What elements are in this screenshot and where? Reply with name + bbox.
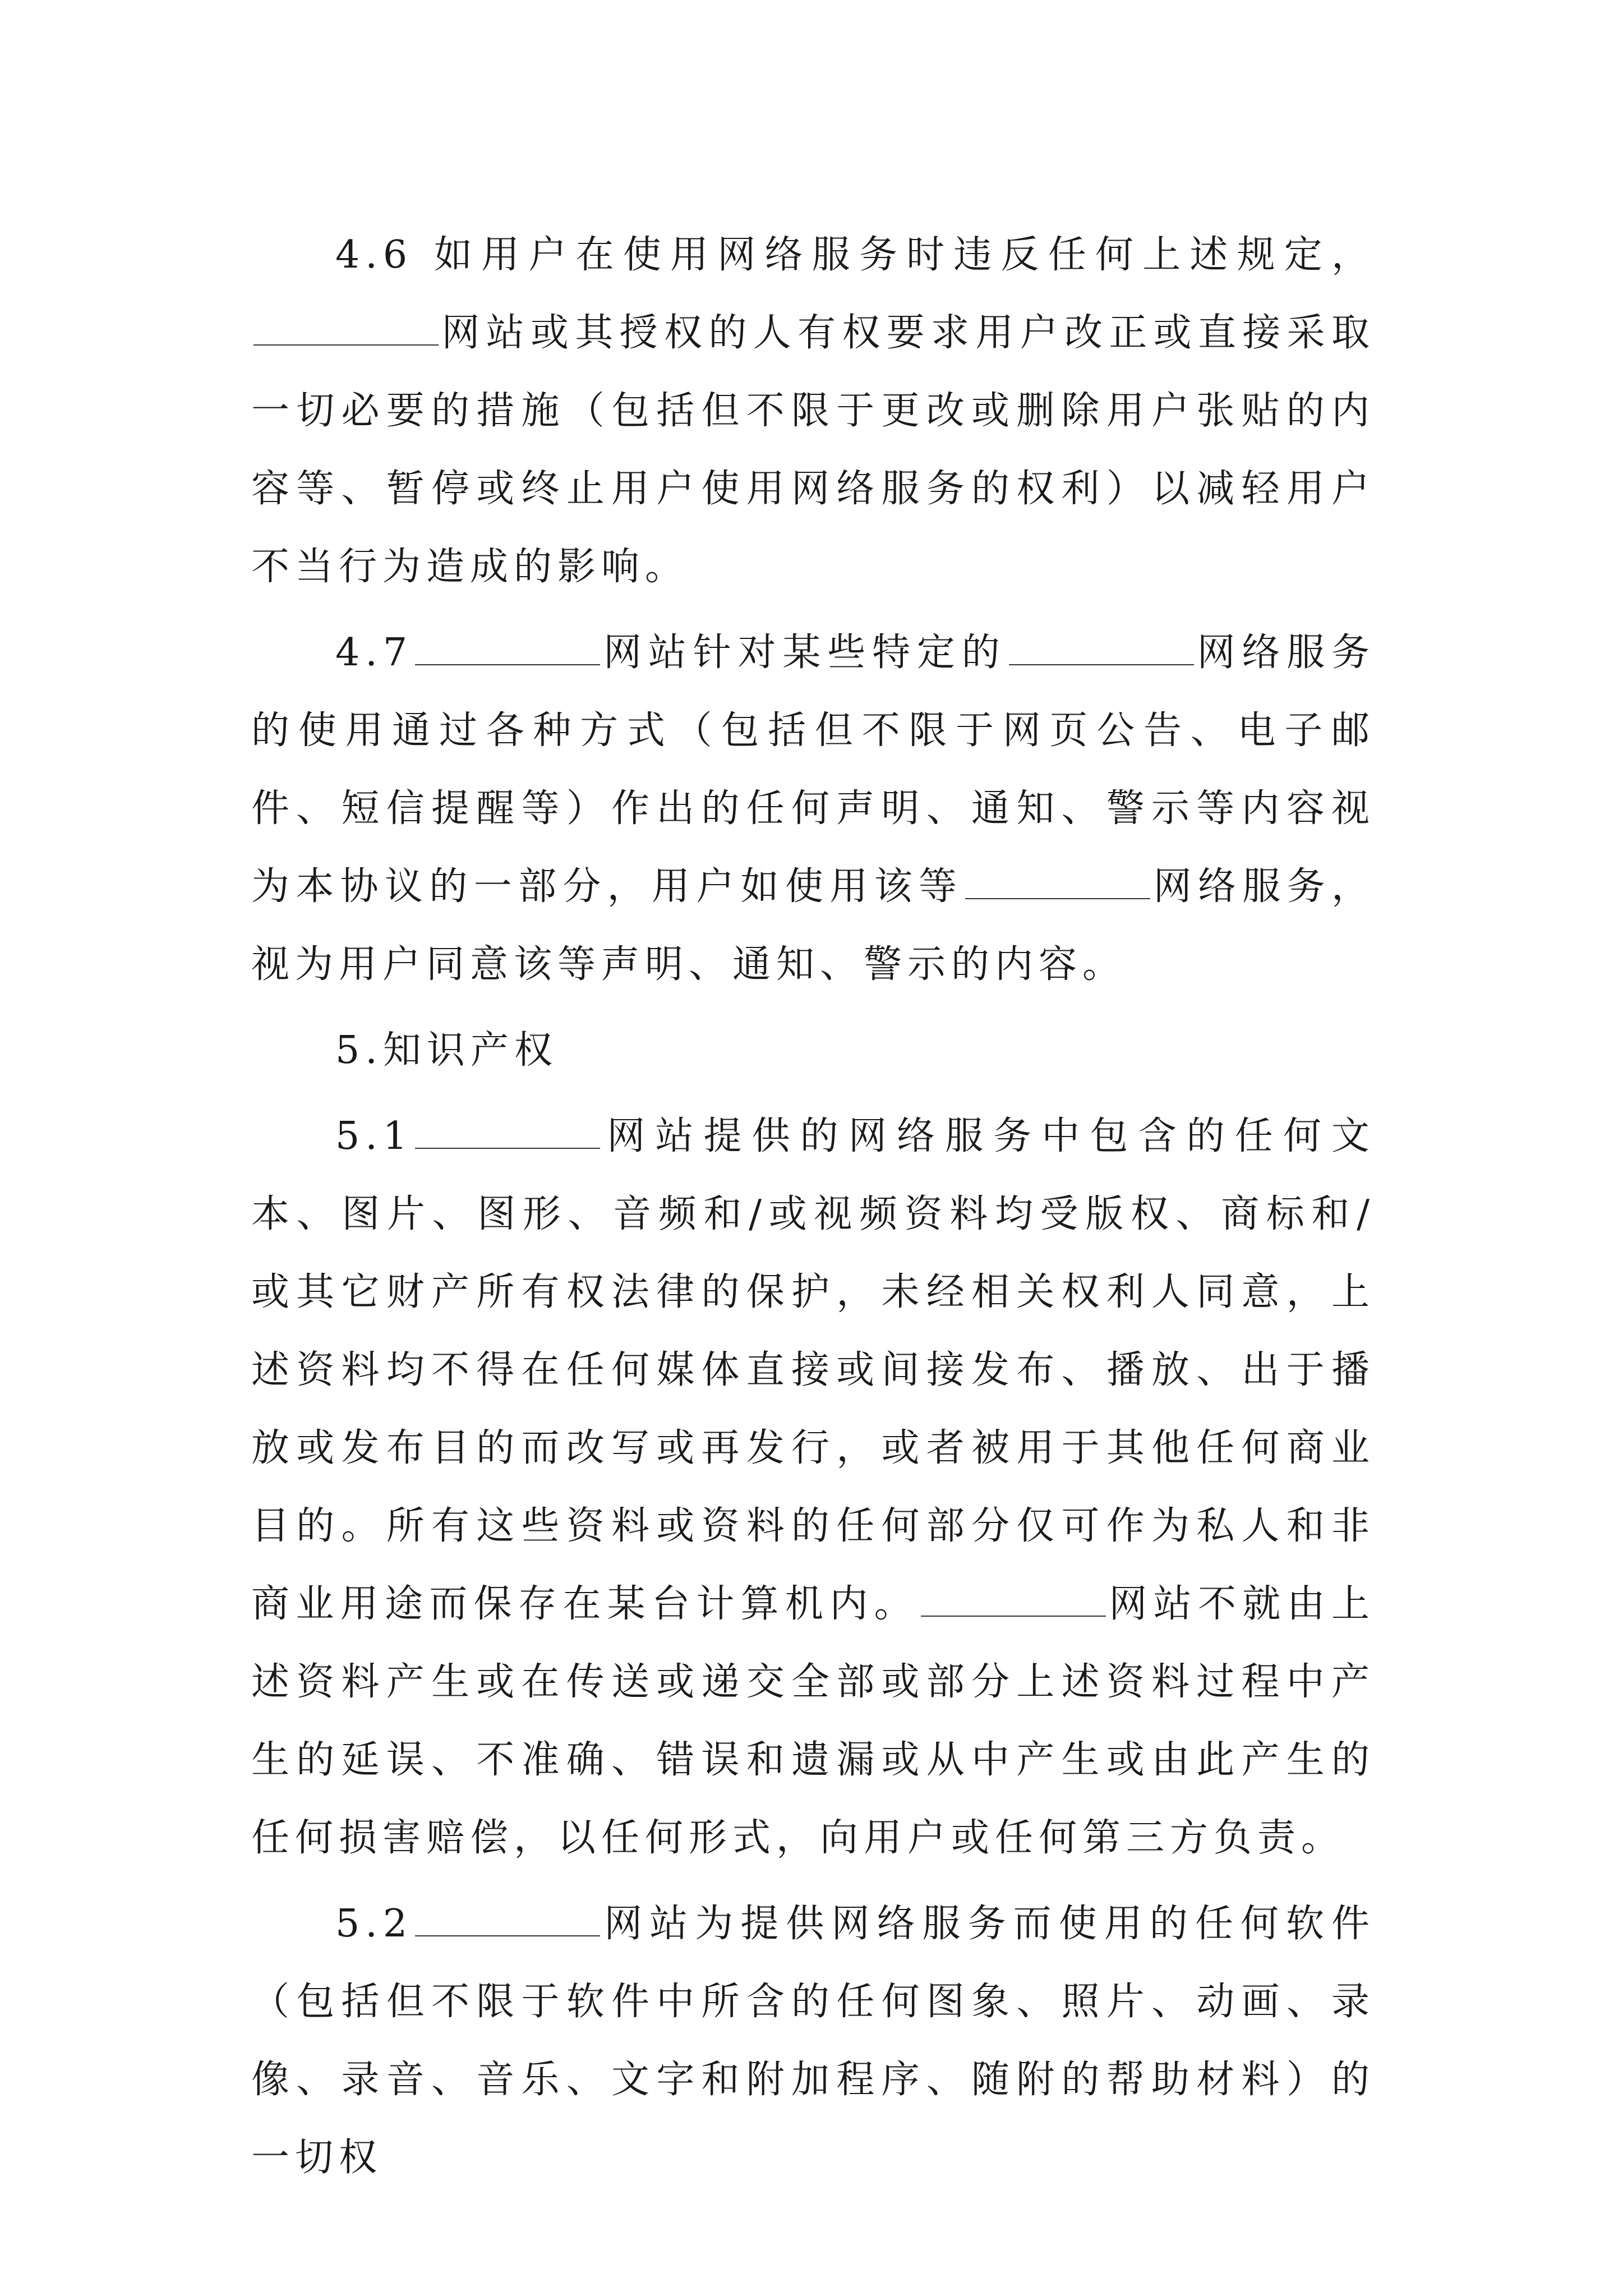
blank-line — [1009, 625, 1194, 665]
document-page — [251, 216, 1375, 2205]
clause-5-2 — [251, 1885, 1375, 2197]
blank-line — [415, 625, 600, 665]
clause-text: 网站或其授权的人有权要求用户改正或直接采取一切必要的措施（包括但不限于更改或删除用户张贴的内容等、暂停或终止用户使用网络服务的权利）以减轻用户不当行为造成的影响。 — [251, 311, 1375, 589]
clause-text: 4.6 如用户在使用网络服务时违反任何上述规定， — [335, 233, 1375, 277]
clause-text: 4.7 — [335, 631, 413, 675]
blank-line — [921, 1576, 1106, 1617]
clause-text: 网络服务的使用通过各种方式（包括但不限于网页公告、电子邮件、短信提醒等）作出的任何声明、通知、警示等内容视为本协议的一部分，用户如使用该等 — [251, 631, 1375, 909]
blank-line — [965, 859, 1150, 899]
clause-text: 5.1 — [335, 1114, 413, 1158]
blank-line — [415, 1108, 600, 1149]
clause-text: 网站提供的网络服务中包含的任何文本、图片、图形、音频和/或视频资料均受版权、商标和/或其它财产所有权法律的保护，未经相关权利人同意，上述资料均不得在任何媒体直接或间接发布、播放、出于播放或发布目的而改写或再发行，或者被用于其他任何商业目的。所有这些资料或资料的任何部分仅可作为私人和非商业用途而保存在某台计算机内。 — [251, 1114, 1375, 1626]
clause-text: 网站不就由上述资料产生或在传送或递交全部或部分上述资料过程中产生的延误、不准确、错误和遗漏或从中产生或由此产生的任何损害赔偿，以任何形式，向用户或任何第三方负责。 — [251, 1582, 1375, 1860]
clause-4-6 — [251, 216, 1375, 606]
clause-text: 5.2 — [335, 1902, 413, 1946]
section-heading-5 — [251, 1011, 1375, 1089]
clause-4-7 — [251, 614, 1375, 1004]
clause-text: 网站为提供网络服务而使用的任何软件（包括但不限于软件中所含的任何图象、照片、动画、录像、录音、音乐、文字和附加程序、随附的帮助材料）的一切权 — [251, 1902, 1375, 2180]
section-heading-text: 5.知识产权 — [335, 1028, 558, 1073]
clause-text: 网络服务，视为用户同意该等声明、通知、警示的内容。 — [251, 864, 1375, 987]
blank-line — [415, 1896, 600, 1936]
blank-line — [253, 305, 439, 346]
clause-5-1 — [251, 1097, 1375, 1877]
clause-text: 网站针对某些特定的 — [602, 631, 1007, 675]
